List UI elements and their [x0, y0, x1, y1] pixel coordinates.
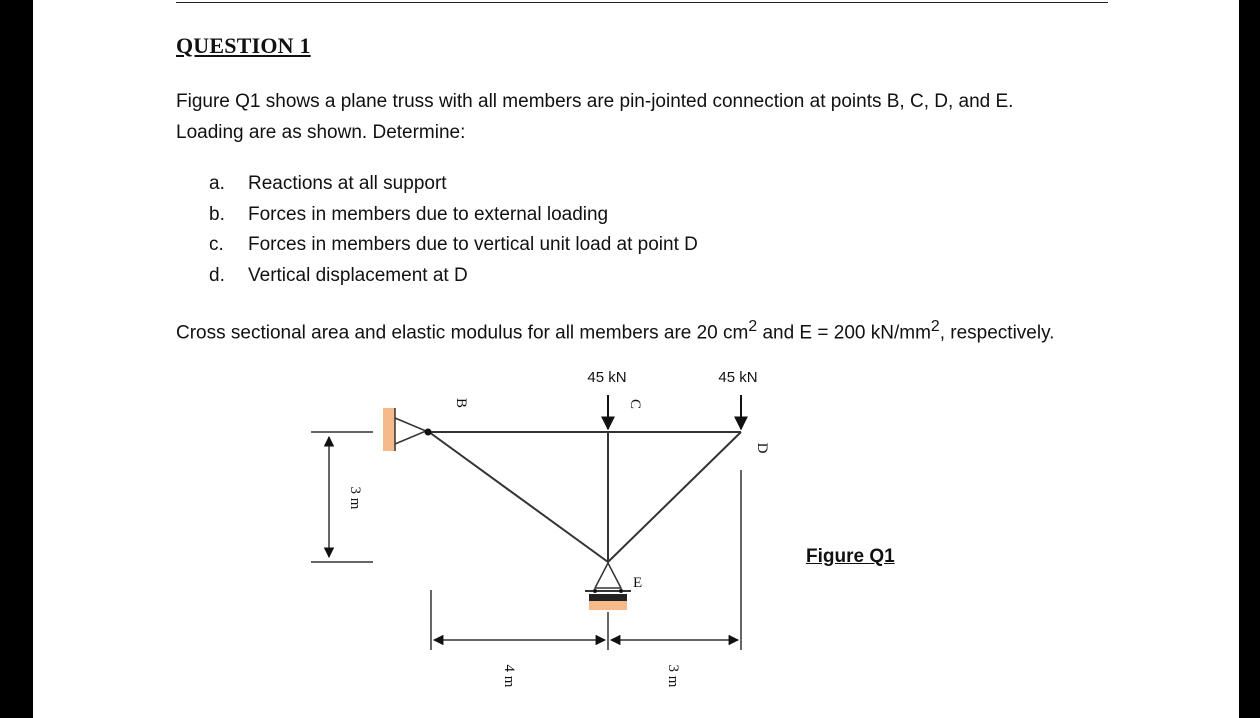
area-unit-superscript: 2: [748, 318, 758, 335]
pin-support-b: [383, 408, 432, 451]
task-letter: b.: [209, 203, 225, 225]
modulus-unit-superscript: 2: [930, 318, 940, 335]
properties-mid: and E = 200 kN/mm: [757, 322, 931, 344]
member-be: [429, 432, 608, 562]
member-de: [608, 432, 741, 562]
dim-label-span-right: 3 m: [665, 664, 681, 688]
properties-prefix: Cross sectional area and elastic modulus for all members are 20 cm: [176, 322, 749, 344]
task-letter: c.: [209, 234, 224, 255]
task-letter: a.: [209, 173, 225, 194]
question-heading: QUESTION 1: [176, 33, 311, 58]
node-label-d: D: [754, 442, 770, 454]
task-text: Forces in members due to vertical unit load at point D: [248, 234, 698, 255]
figure-caption: Figure Q1: [806, 546, 895, 567]
span-dimension: [431, 470, 741, 650]
dim-label-height: 3 m: [347, 486, 363, 510]
task-text: Vertical displacement at D: [248, 264, 468, 286]
document-page: [33, 0, 1239, 718]
properties-suffix: , respectively.: [939, 322, 1055, 344]
task-text: Forces in members due to external loading: [248, 203, 609, 225]
intro-line-1: Figure Q1 shows a plane truss with all members are pin-jointed connection at points B, C, D, and E.: [176, 91, 1014, 112]
load-label-d: 45 kN: [718, 369, 758, 386]
task-text: Reactions at all support: [248, 173, 447, 194]
node-label-b: B: [453, 397, 469, 409]
task-letter: d.: [209, 264, 225, 286]
truss-diagram: [33, 0, 1239, 718]
node-label-e: E: [633, 575, 643, 591]
roller-support-e: [585, 563, 631, 610]
node-label-c: C: [627, 398, 643, 410]
load-label-c: 45 kN: [587, 369, 627, 386]
intro-line-2: Loading are as shown. Determine:: [176, 122, 466, 143]
dim-label-span-left: 4 m: [501, 664, 517, 688]
